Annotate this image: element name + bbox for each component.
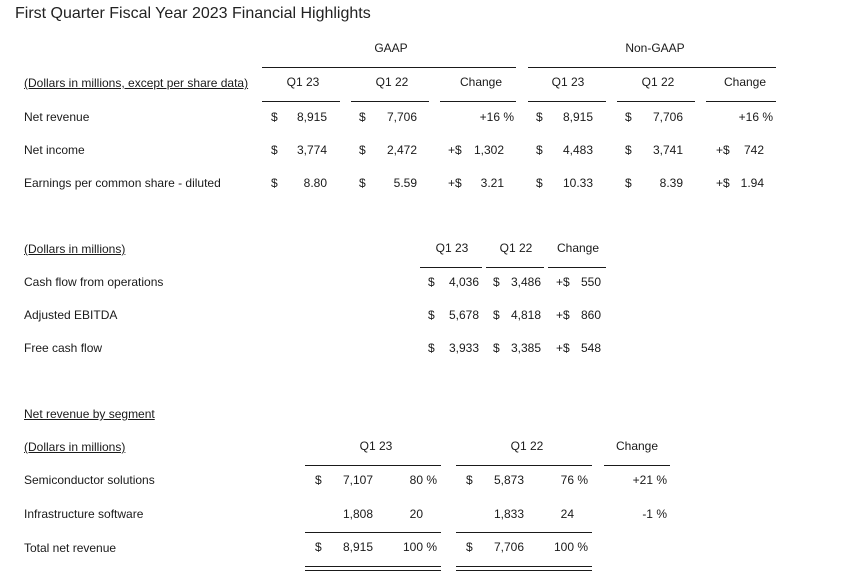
row-label: Infrastructure software	[24, 507, 144, 521]
column-rule	[486, 267, 544, 268]
value-cell: 1,808	[342, 507, 373, 521]
row-label: Total net revenue	[24, 541, 117, 555]
value-cell: 5,873	[493, 473, 524, 487]
currency-symbol: $	[428, 275, 435, 289]
currency-symbol: $	[536, 143, 543, 157]
currency-symbol: $	[466, 540, 473, 554]
total-double-rule	[456, 566, 592, 571]
value-cell: 4,483	[562, 143, 593, 157]
value-cell: 8,915	[342, 540, 373, 554]
row-label: Semiconductor solutions	[24, 473, 155, 487]
currency-symbol: $	[271, 143, 278, 157]
table1-units-label: (Dollars in millions, except per share data)	[24, 76, 249, 90]
currency-symbol: $	[428, 341, 435, 355]
row-label: Adjusted EBITDA	[24, 308, 118, 322]
value-cell: +16 %	[738, 110, 773, 124]
currency-symbol: $	[315, 540, 322, 554]
row-label: Net revenue	[24, 110, 90, 124]
subtotal-rule	[456, 532, 592, 533]
t3-col-header: Q1 22	[510, 439, 544, 453]
currency-symbol: $	[359, 176, 366, 190]
row-label: Earnings per common share - diluted	[24, 176, 221, 190]
currency-symbol: +$	[448, 143, 462, 157]
value-cell: 8.39	[659, 176, 683, 190]
row-label: Free cash flow	[24, 341, 103, 355]
column-rule	[706, 101, 776, 102]
value-cell: 5,678	[448, 308, 479, 322]
value-cell: 742	[743, 143, 764, 157]
currency-symbol: +$	[556, 308, 570, 322]
value-cell: 7,107	[342, 473, 373, 487]
value-cell: 1.94	[740, 176, 764, 190]
currency-symbol: $	[428, 308, 435, 322]
t1-col-header: Q1 22	[375, 75, 409, 89]
non-gaap-header-rule	[528, 67, 776, 68]
percent-cell: 20	[409, 507, 423, 521]
page-title: First Quarter Fiscal Year 2023 Financial Highlights	[15, 5, 371, 22]
currency-symbol: $	[536, 176, 543, 190]
value-cell: 7,706	[386, 110, 417, 124]
t3-col-header: Change	[615, 439, 659, 453]
currency-symbol: $	[625, 143, 632, 157]
column-rule	[528, 101, 606, 102]
t3-col-header: Q1 23	[359, 439, 393, 453]
column-rule	[262, 101, 340, 102]
currency-symbol: $	[271, 176, 278, 190]
percent-cell: 24	[560, 507, 574, 521]
value-cell: 8,915	[562, 110, 593, 124]
percent-cell: 100 %	[553, 540, 588, 554]
column-rule	[440, 101, 516, 102]
t1-col-header: Q1 22	[641, 75, 675, 89]
total-double-rule	[305, 566, 441, 571]
percent-cell: 80 %	[409, 473, 437, 487]
value-cell: 550	[580, 275, 601, 289]
value-cell: 3.21	[480, 176, 504, 190]
value-cell: 1,302	[473, 143, 504, 157]
value-cell: 2,472	[386, 143, 417, 157]
value-cell: 860	[580, 308, 601, 322]
currency-symbol: $	[625, 110, 632, 124]
value-cell: 8,915	[296, 110, 327, 124]
t1-col-header: Q1 23	[551, 75, 585, 89]
change-cell: -1 %	[642, 507, 667, 521]
percent-cell: 76 %	[560, 473, 588, 487]
row-label: Cash flow from operations	[24, 275, 164, 289]
value-cell: 3,774	[296, 143, 327, 157]
percent-cell: 100 %	[402, 540, 437, 554]
t2-col-header: Change	[556, 241, 600, 255]
currency-symbol: $	[493, 308, 500, 322]
table3-units-label: (Dollars in millions)	[24, 440, 126, 454]
gaap-header-rule	[262, 67, 516, 68]
currency-symbol: $	[271, 110, 278, 124]
currency-symbol: $	[493, 341, 500, 355]
t1-col-header: Q1 23	[286, 75, 320, 89]
currency-symbol: $	[493, 275, 500, 289]
t2-col-header: Q1 22	[499, 241, 533, 255]
change-cell: +21 %	[632, 473, 667, 487]
column-rule	[305, 465, 441, 466]
non-gaap-header: Non-GAAP	[625, 41, 685, 55]
value-cell: 3,486	[510, 275, 541, 289]
t1-col-header: Change	[459, 75, 503, 89]
currency-symbol: $	[466, 473, 473, 487]
currency-symbol: +$	[556, 275, 570, 289]
column-rule	[456, 465, 592, 466]
value-cell: 548	[580, 341, 601, 355]
value-cell: 3,933	[448, 341, 479, 355]
subtotal-rule	[305, 532, 441, 533]
value-cell: 3,741	[652, 143, 683, 157]
currency-symbol: +$	[716, 143, 730, 157]
value-cell: +16 %	[479, 110, 514, 124]
value-cell: 7,706	[652, 110, 683, 124]
value-cell: 4,036	[448, 275, 479, 289]
value-cell: 8.80	[303, 176, 327, 190]
currency-symbol: $	[536, 110, 543, 124]
currency-symbol: +$	[556, 341, 570, 355]
currency-symbol: $	[359, 143, 366, 157]
gaap-header: GAAP	[374, 41, 408, 55]
column-rule	[604, 465, 670, 466]
value-cell: 1,833	[493, 507, 524, 521]
column-rule	[617, 101, 695, 102]
currency-symbol: $	[315, 473, 322, 487]
t1-col-header: Change	[723, 75, 767, 89]
value-cell: 5.59	[393, 176, 417, 190]
table2-units-label: (Dollars in millions)	[24, 242, 126, 256]
column-rule	[351, 101, 429, 102]
currency-symbol: +$	[448, 176, 462, 190]
value-cell: 10.33	[562, 176, 593, 190]
column-rule	[548, 267, 606, 268]
value-cell: 3,385	[510, 341, 541, 355]
value-cell: 7,706	[493, 540, 524, 554]
value-cell: 4,818	[510, 308, 541, 322]
row-label: Net income	[24, 143, 85, 157]
currency-symbol: $	[625, 176, 632, 190]
currency-symbol: $	[359, 110, 366, 124]
t2-col-header: Q1 23	[435, 241, 469, 255]
currency-symbol: +$	[716, 176, 730, 190]
column-rule	[420, 267, 482, 268]
segment-heading: Net revenue by segment	[24, 407, 155, 421]
